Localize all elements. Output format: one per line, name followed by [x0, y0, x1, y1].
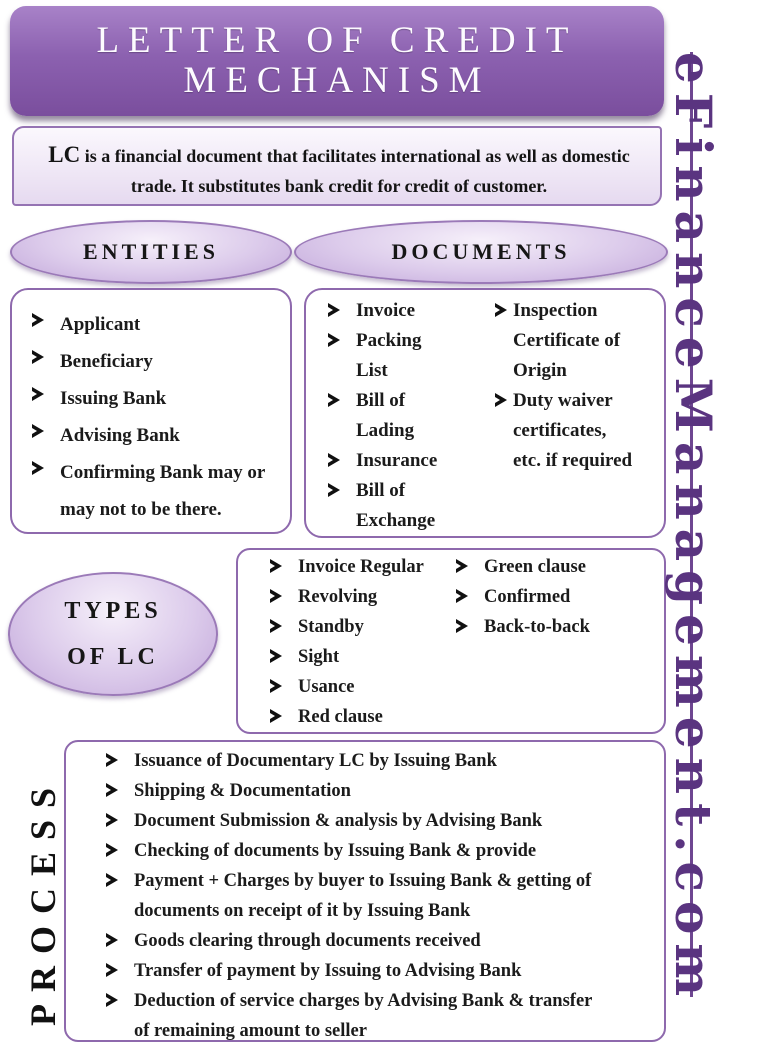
list-item: Red clause: [264, 702, 450, 732]
entities-heading: ENTITIES: [10, 220, 292, 284]
side-watermark: [664, 52, 753, 1006]
list-item: Invoice Regular: [264, 552, 450, 582]
process-heading-text: PROCESS: [23, 775, 63, 1026]
documents-panel: [304, 288, 666, 538]
types-panel: [236, 548, 666, 734]
list-item: Transfer of payment by Issuing to Advising Bank: [100, 956, 656, 986]
intro-lc: LC: [48, 142, 81, 167]
list-item: Deduction of service charges by Advising Bank & transfer of remaining amount to seller: [100, 986, 604, 1046]
process-panel: [64, 740, 666, 1042]
list-item: Packing List: [322, 326, 446, 386]
list-item: Issuing Bank: [26, 380, 282, 417]
list-item: Checking of documents by Issuing Bank & provide: [100, 836, 656, 866]
list-item: Applicant: [26, 306, 282, 343]
types-heading: [8, 572, 218, 696]
intro-text: is a financial document that facilitates international as well as domestic trade. It substitutes bank credit for credit of customer.: [80, 146, 630, 196]
list-item: Beneficiary: [26, 343, 282, 380]
list-item: Back-to-back: [450, 612, 650, 642]
intro-box: [12, 126, 662, 206]
process-heading: [22, 768, 62, 1028]
list-item: Advising Bank: [26, 417, 282, 454]
documents-list-col2: [489, 296, 658, 536]
watermark-text: eFinanceManagement.com: [664, 52, 723, 1006]
list-item: Bill of Lading: [322, 386, 436, 446]
title-line-1: LETTER OF CREDIT: [96, 20, 578, 61]
list-item: Sight: [264, 642, 450, 672]
types-list-col1: [264, 552, 450, 732]
list-item: Confirming Bank may or may not to be there.: [26, 454, 282, 528]
list-item: Inspection Certificate of Origin: [489, 296, 643, 386]
process-list: [100, 746, 656, 1046]
list-item: Payment + Charges by buyer to Issuing Bank & getting of documents on receipt of it by Issuing Bank: [100, 866, 624, 926]
title-banner: [10, 6, 664, 116]
types-list-col2: [450, 552, 650, 732]
list-item: Document Submission & analysis by Advising Bank: [100, 806, 656, 836]
list-item: Usance: [264, 672, 450, 702]
list-item: Green clause: [450, 552, 650, 582]
list-item: Standby: [264, 612, 450, 642]
documents-list-col1: [322, 296, 489, 536]
entities-panel: [10, 288, 292, 534]
list-item: Goods clearing through documents received: [100, 926, 656, 956]
entities-list: [26, 306, 282, 528]
types-heading-line-2: OF LC: [67, 644, 159, 670]
list-item: Invoice: [322, 296, 489, 326]
documents-heading: DOCUMENTS: [294, 220, 668, 284]
list-item: Insurance: [322, 446, 489, 476]
title-line-2: MECHANISM: [183, 60, 491, 101]
list-item: Confirmed: [450, 582, 650, 612]
list-item: Revolving: [264, 582, 450, 612]
list-item: Duty waiver certificates, etc. if required: [489, 386, 639, 476]
list-item: Issuance of Documentary LC by Issuing Bank: [100, 746, 656, 776]
types-heading-line-1: TYPES: [64, 598, 162, 624]
list-item: Bill of Exchange: [322, 476, 466, 536]
list-item: Shipping & Documentation: [100, 776, 656, 806]
